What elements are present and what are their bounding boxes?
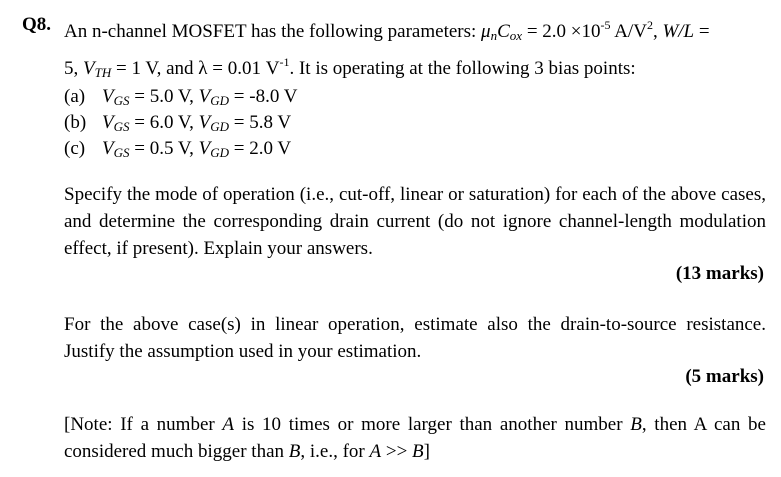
- note-fragment: ]: [423, 441, 430, 462]
- note-var-b: B: [630, 414, 642, 435]
- vgd-symbol: V: [198, 112, 211, 133]
- mu-symbol: μ: [481, 21, 491, 42]
- note-fragment: >>: [381, 441, 413, 462]
- part2-marks: (5 marks): [685, 366, 764, 387]
- vth-subscript: TH: [94, 65, 112, 80]
- vgd-symbol: V: [198, 138, 211, 159]
- vgd-value: = -8.0 V: [229, 86, 298, 107]
- question-intro: [64, 12, 766, 86]
- note-fragment: , i.e., for: [300, 441, 370, 462]
- note-fragment: [Note: If a number: [64, 414, 223, 435]
- intro-text: An n-channel MOSFET has the following parameters:: [64, 21, 482, 42]
- wl-symbol: W/L: [662, 21, 695, 42]
- case-label: (a): [64, 86, 86, 107]
- part1-marks: (13 marks): [675, 263, 764, 284]
- note-var-a: A: [222, 414, 235, 435]
- vgd-symbol: V: [198, 86, 211, 107]
- intro-end-text: . It is operating at the following 3 bias points:: [289, 58, 636, 79]
- wl-value: 5,: [64, 58, 83, 79]
- vgs-value: = 0.5 V,: [129, 138, 199, 159]
- mucox-unit: A/V: [610, 21, 647, 42]
- cox-subscript: ox: [509, 28, 523, 43]
- lambda-exponent: -1: [279, 55, 290, 69]
- vgd-subscript: GD: [210, 93, 230, 108]
- note-fragment: , then A can be considered much bigger than: [64, 414, 766, 462]
- vgs-value: = 6.0 V,: [129, 112, 199, 133]
- part2-text: For the above case(s) in linear operation, estimate also the drain-to-source resistance. Justify the assumption used in your estimation.: [64, 314, 766, 362]
- mucox-value: = 2.0 ×10: [522, 21, 601, 42]
- vgs-symbol: V: [102, 86, 114, 107]
- vgd-subscript: GD: [210, 145, 230, 160]
- vth-symbol: V: [83, 58, 95, 79]
- note-fragment: is 10 times or more larger than another number: [234, 414, 631, 435]
- vgs-subscript: GS: [113, 93, 130, 108]
- vgd-value: = 5.8 V: [229, 112, 292, 133]
- unit-exponent: 2: [646, 18, 653, 32]
- wl-equals: =: [694, 21, 710, 42]
- case-label: (c): [64, 138, 86, 159]
- intro-line-1: [64, 12, 766, 49]
- mucox-exponent: -5: [600, 18, 611, 32]
- vgs-value: = 5.0 V,: [129, 86, 199, 107]
- question-number: Q8.: [22, 14, 52, 35]
- separator: ,: [652, 21, 663, 42]
- case-c: [64, 136, 291, 166]
- note-text: [64, 411, 766, 465]
- note-var-b: B: [412, 441, 424, 462]
- cox-symbol: C: [497, 21, 510, 42]
- vgs-subscript: GS: [113, 119, 130, 134]
- vgs-subscript: GS: [113, 145, 130, 160]
- mu-subscript: n: [490, 28, 498, 43]
- vgs-symbol: V: [102, 112, 114, 133]
- case-label: (b): [64, 112, 87, 133]
- note-var-b: B: [288, 441, 301, 462]
- intro-line-2: [64, 49, 766, 86]
- vgs-symbol: V: [102, 138, 114, 159]
- note-var-a: A: [369, 441, 382, 462]
- vgd-value: = 2.0 V: [229, 138, 292, 159]
- vgd-subscript: GD: [210, 119, 230, 134]
- part1-text: Specify the mode of operation (i.e., cut-off, linear or saturation) for each of the above cases, and determine the corresponding drain current (do not ignore channel-length modulation effect, if present). Explain your answers.: [64, 184, 766, 259]
- vth-value: = 1 V, and λ = 0.01 V: [111, 58, 280, 79]
